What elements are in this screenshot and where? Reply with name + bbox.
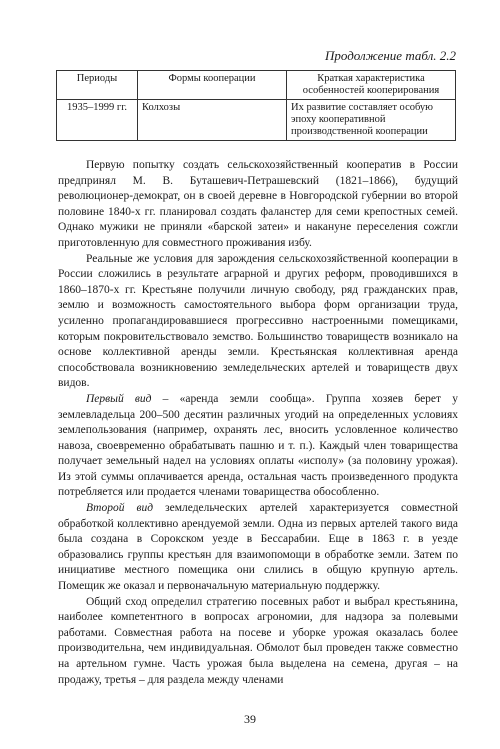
page-number: 39 <box>244 712 256 726</box>
paragraph-text: Первую попытку создать сельскохозяйственный кооператив в России предпринял М. В. Буташевич-Петрашевский (1821–1866), будущий революционер-демократ, он в своей деревне в Новгородской губернии во второй половине 1840-х гг. планировал создать фаланстер для семи крепостных семей. Однако мужики не приняли «барской затеи» и накануне переселения сожгли приготовленную для совместного проживания избу. <box>58 159 458 249</box>
table-cell-period: 1935–1999 гг. <box>57 100 138 141</box>
paragraph-lead: Первый вид <box>86 392 152 405</box>
table-header-row <box>57 71 456 100</box>
cooperation-table <box>56 70 456 141</box>
table-cell-form: Колхозы <box>138 100 287 141</box>
body-text <box>58 158 458 688</box>
paragraph <box>58 158 458 252</box>
paragraph <box>58 392 458 501</box>
column-header-characteristics: Краткая характеристика особенностей кооперирования <box>287 71 456 100</box>
paragraph-text: Реальные же условия для зарождения сельскохозяйственной кооперации в России сложились в результате аграрной и других реформ, проводившихся в 1860–1870-х гг. Крестьяне получили личную свободу, ряд гражданских прав, землю и возможность самостоятельного выбора форм организации труда, усиленно пропагандировавшиеся прогрессивно настроенными помещиками, которым покровительствовало земство. Большинство товариществ возникало на основе коллективной аренды земли. Крестьянская коллективная аренда способствовала возникновению земледельческих артелей и товариществ двух видов. <box>58 252 458 390</box>
table-row <box>57 100 456 141</box>
column-header-periods: Периоды <box>57 71 138 100</box>
paragraph-text: Общий сход определил стратегию посевных работ и выбрал крестьянина, наиболее компетентного в вопросах агрономии, для надзора за полевыми работами. Совместная работа на посеве и уборке урожая оказалась более производительна, чем индивидуальная. Обмолот был проведен также совместно на артельном гумне. Часть урожая была выделена на семена, другая – на продажу, третья – для раздела между членами <box>58 595 458 686</box>
paragraph <box>58 501 458 595</box>
table-caption: Продолжение табл. 2.2 <box>325 48 456 63</box>
column-header-forms: Формы кооперации <box>138 71 287 100</box>
paragraph <box>58 252 458 392</box>
paragraph <box>58 595 458 689</box>
paragraph-lead: Второй вид <box>86 502 154 515</box>
paragraph-text: земледельческих артелей характеризуется совместной обработкой коллективно арендуемой земли. Одна из первых артелей такого вида была создана в Сорокском уезде в Бессарабии. Еще в 1863 г. в уезде образовались группы крестьян для взаимопомощи в обработке земли. Затем по инициативе местного помещика они слились в общую крупную артель. Помещик же оказал и первоначальную материальную поддержку. <box>58 502 458 593</box>
paragraph-text: – «аренда земли сообща». Группа хозяев берет у землевладельца 200–500 десятин различных угодий на определенных условиях землепользования (например, охранять лес, вносить условленное количество навоза, своевременно обрабатывать пашню и т. п.). Каждый член товарищества получает земельный надел на условиях оплаты «исполу» (за половину урожая). Из этой суммы оплачивается аренда, остальная часть произведенного продукта потребляется или продается членами товарищества обособленно. <box>58 392 458 499</box>
table-cell-characteristic: Их развитие составляет особую эпоху кооперативной производственной кооперации <box>287 100 456 141</box>
